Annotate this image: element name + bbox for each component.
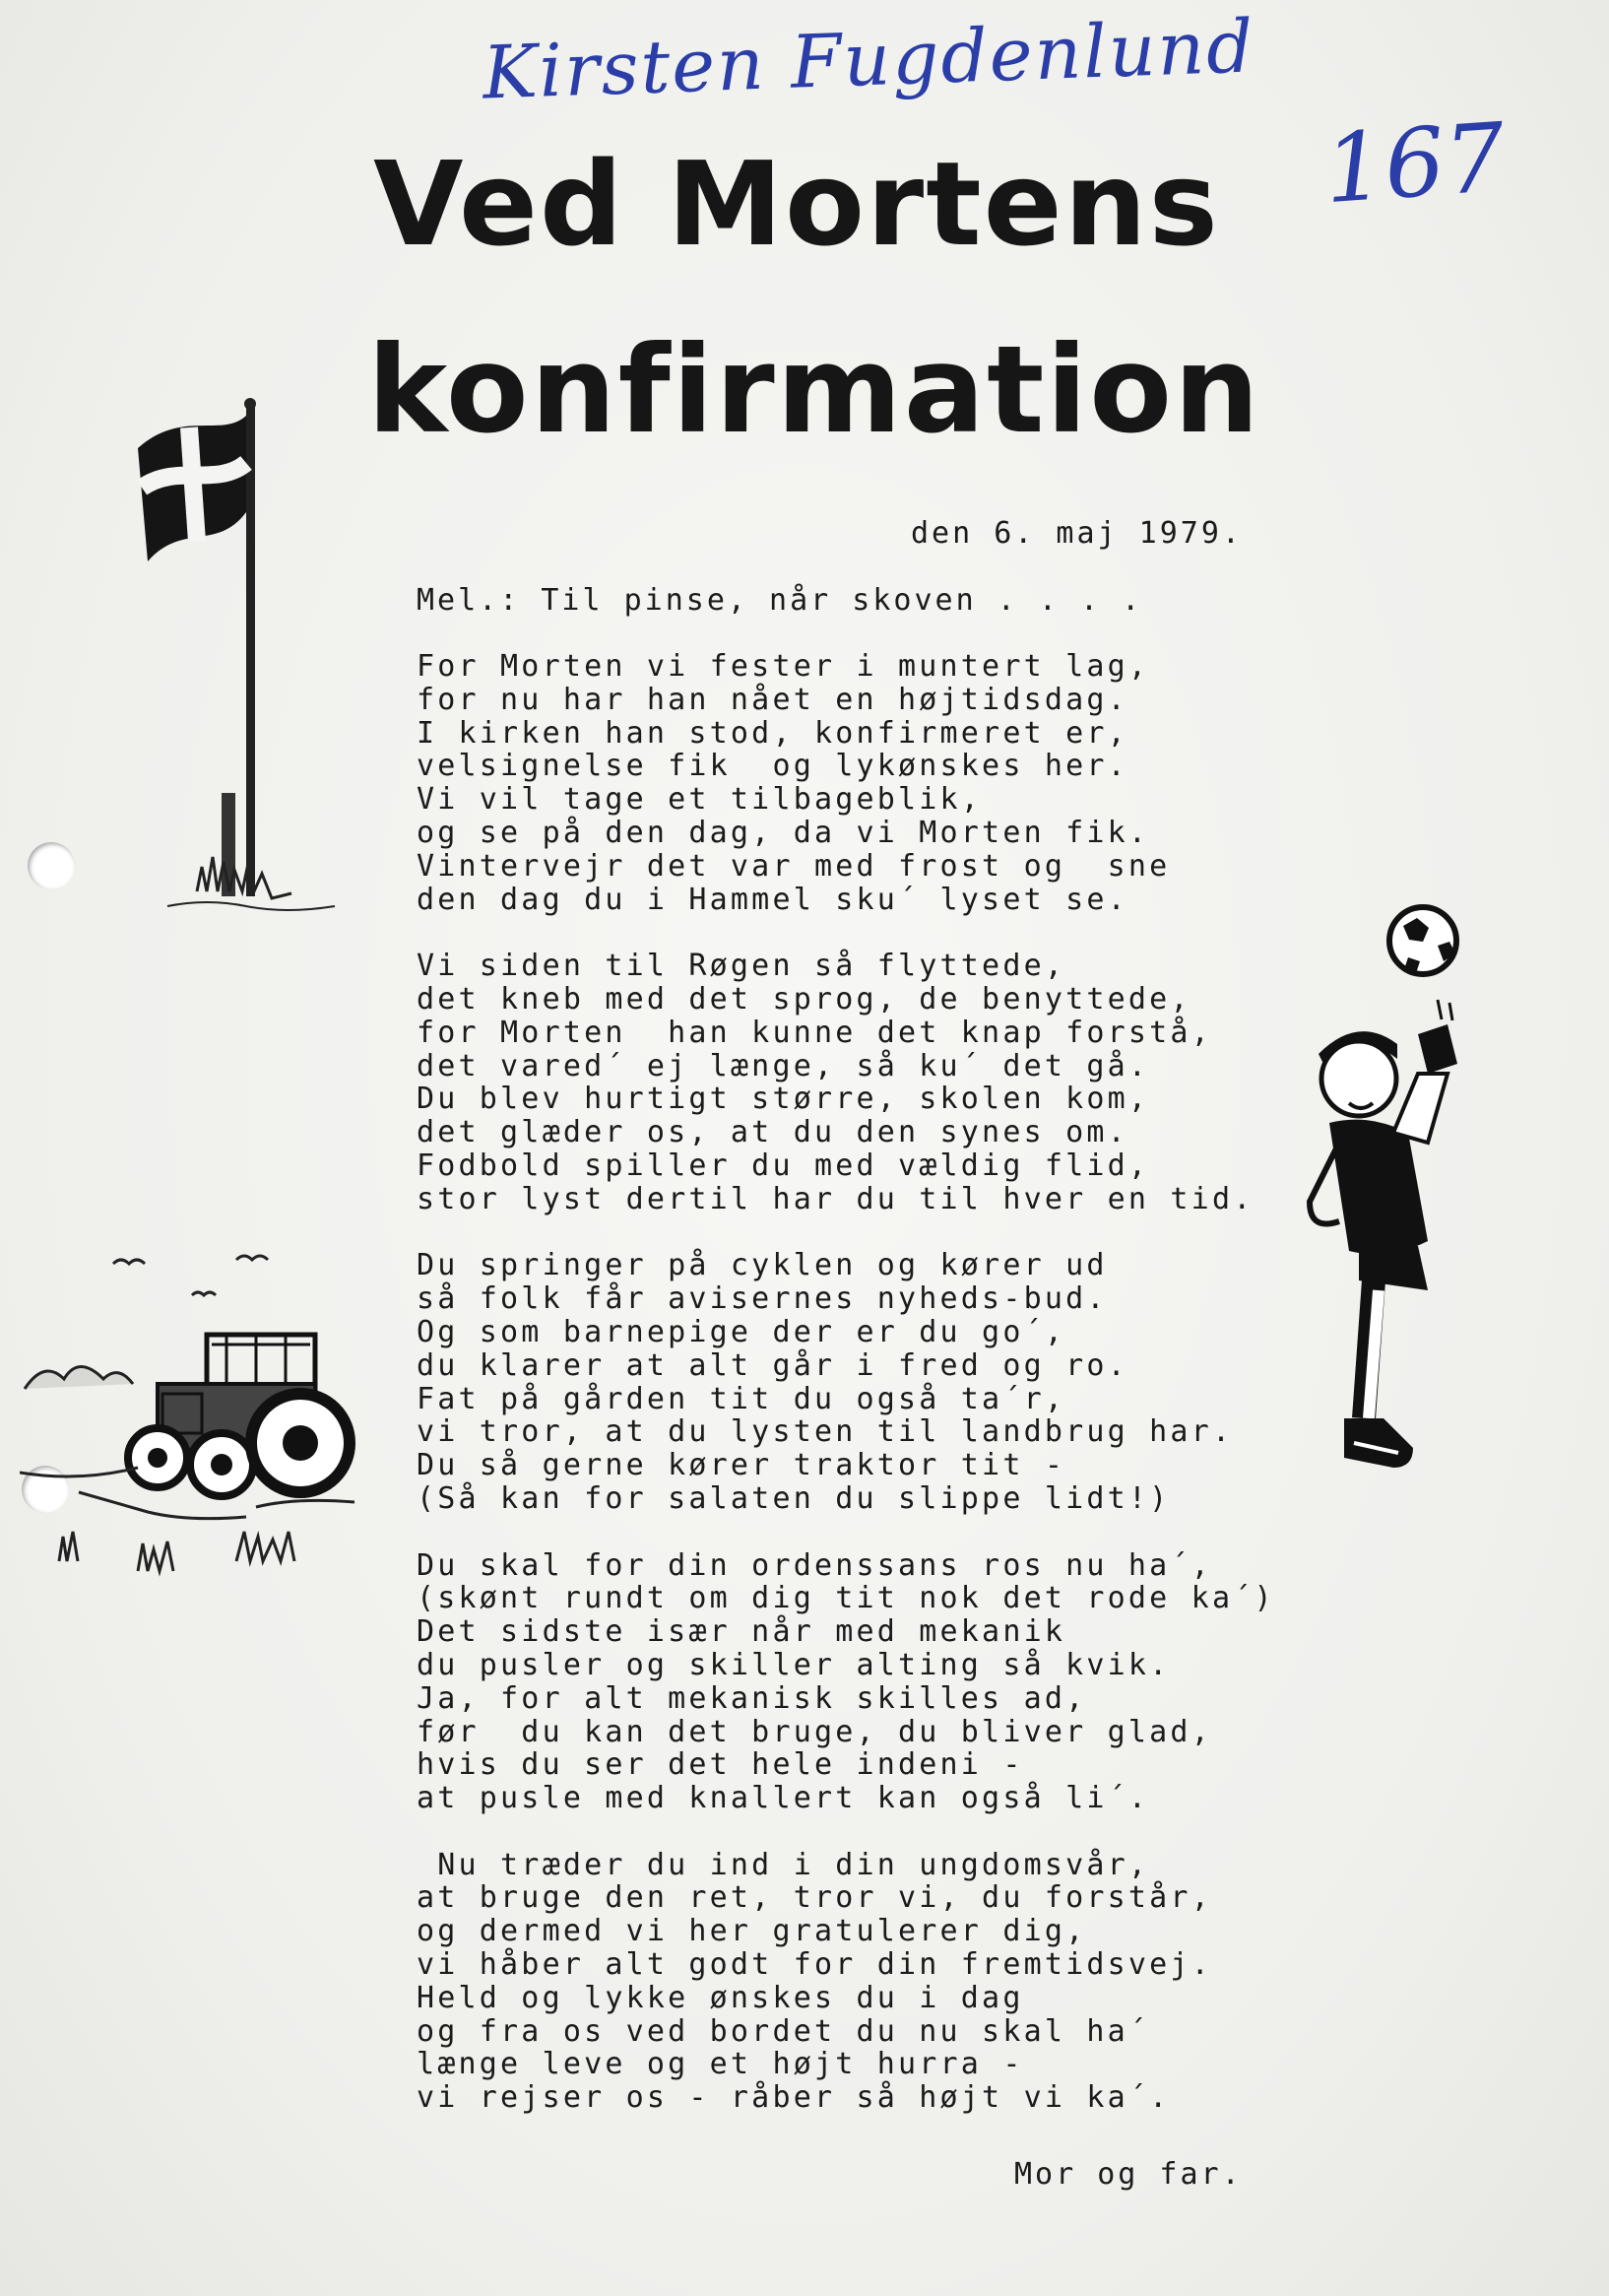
poem-line: Held og lykke ønskes du i dag <box>417 1980 1024 2015</box>
poem-line: Nu træder du ind i din ungdomsvår, <box>417 1847 1150 1882</box>
poem-line: Fat på gården tit du også ta´r, <box>417 1381 1066 1416</box>
poem-line: for nu har han nået en højtidsdag. <box>417 682 1128 717</box>
poem-line: Og som barnepige der er du go´, <box>417 1314 1066 1349</box>
poem-line: For Morten vi fester i muntert lag, <box>417 649 1150 684</box>
poem-line: for Morten han kunne det knap forstå, <box>417 1015 1212 1050</box>
poem-line: Du så gerne kører traktor tit - <box>417 1448 1066 1483</box>
handwritten-name: Kirsten Fugdenlund <box>481 4 1256 116</box>
poem-line: og dermed vi her gratulerer dig, <box>417 1914 1087 1949</box>
poem-line: Ja, for alt mekanisk skilles ad, <box>417 1680 1087 1716</box>
poem-line: at pusle med knallert kan også li´. <box>417 1781 1150 1816</box>
poem-line: Vintervejr det var med frost og sne <box>417 848 1171 884</box>
poem-line: det kneb med det sprog, de benyttede, <box>417 981 1191 1017</box>
poem-line: vi håber alt godt for din fremtidsvej. <box>417 1947 1212 1983</box>
poem-line: vi rejser os - råber så højt vi ka´. <box>417 2080 1171 2116</box>
poem-line: Fodbold spiller du med vældig flid, <box>417 1148 1150 1183</box>
poem-line: (Så kan for salaten du slippe lidt!) <box>417 1480 1171 1516</box>
stanza <box>417 650 1275 916</box>
poem-line: at bruge den ret, tror vi, du forstår, <box>417 1880 1212 1916</box>
poem-line: vi tror, at du lysten til landbrug har. <box>417 1414 1234 1450</box>
poem-line: velsignelse fik og lykønskes her. <box>417 749 1128 784</box>
poem <box>417 650 1275 2148</box>
poem-line: (skønt rundt om dig tit nok det rode ka´) <box>417 1581 1275 1616</box>
poem-line: Du blev hurtigt større, skolen kom, <box>417 1082 1150 1117</box>
poem-line: Du springer på cyklen og kører ud <box>417 1248 1108 1283</box>
melody-line: Mel.: Til pinse, når skoven . . . . <box>417 583 1143 618</box>
poem-line: hvis du ser det hele indeni - <box>417 1747 1024 1783</box>
poem-line: du pusler og skiller alting så kvik. <box>417 1647 1171 1682</box>
date-line: den 6. maj 1979. <box>911 516 1243 551</box>
title-line-2: konfirmation <box>367 320 1261 460</box>
poem-line: længe leve og et højt hurra - <box>417 2047 1024 2082</box>
poem-line: og fra os ved bordet du nu skal ha´ <box>417 2013 1150 2049</box>
stanza <box>417 1549 1275 1815</box>
poem-line: Du skal for din ordenssans ros nu ha´, <box>417 1547 1212 1583</box>
poem-line: stor lyst dertil har du til hver en tid. <box>417 1181 1255 1216</box>
poem-line: det glæder os, at du den synes om. <box>417 1115 1128 1150</box>
poem-line: I kirken han stod, konfirmeret er, <box>417 715 1128 751</box>
poem-line: det vared´ ej længe, så ku´ det gå. <box>417 1048 1150 1083</box>
flag-illustration <box>128 394 345 946</box>
tractor-illustration <box>20 1246 374 1610</box>
stanza <box>417 1249 1275 1515</box>
stanza <box>417 1849 1275 2115</box>
poem-line: den dag du i Hammel sku´ lyset se. <box>417 882 1128 917</box>
football-player-illustration <box>1300 896 1526 1517</box>
title-line-1: Ved Mortens <box>373 136 1220 272</box>
punch-hole <box>28 842 75 889</box>
handwritten-number: 167 <box>1320 101 1509 226</box>
poem-line: Vi vil tage et tilbageblik, <box>417 782 983 818</box>
poem-line: så folk får avisernes nyheds-bud. <box>417 1281 1108 1317</box>
stanza <box>417 950 1275 1215</box>
poem-line: du klarer at alt går i fred og ro. <box>417 1347 1128 1383</box>
signature: Mor og far. <box>1014 2157 1243 2192</box>
poem-line: før du kan det bruge, du bliver glad, <box>417 1714 1212 1749</box>
poem-line: og se på den dag, da vi Morten fik. <box>417 815 1150 850</box>
poem-line: Vi siden til Røgen så flyttede, <box>417 949 1066 984</box>
poem-line: Det sidste især når med mekanik <box>417 1614 1066 1650</box>
